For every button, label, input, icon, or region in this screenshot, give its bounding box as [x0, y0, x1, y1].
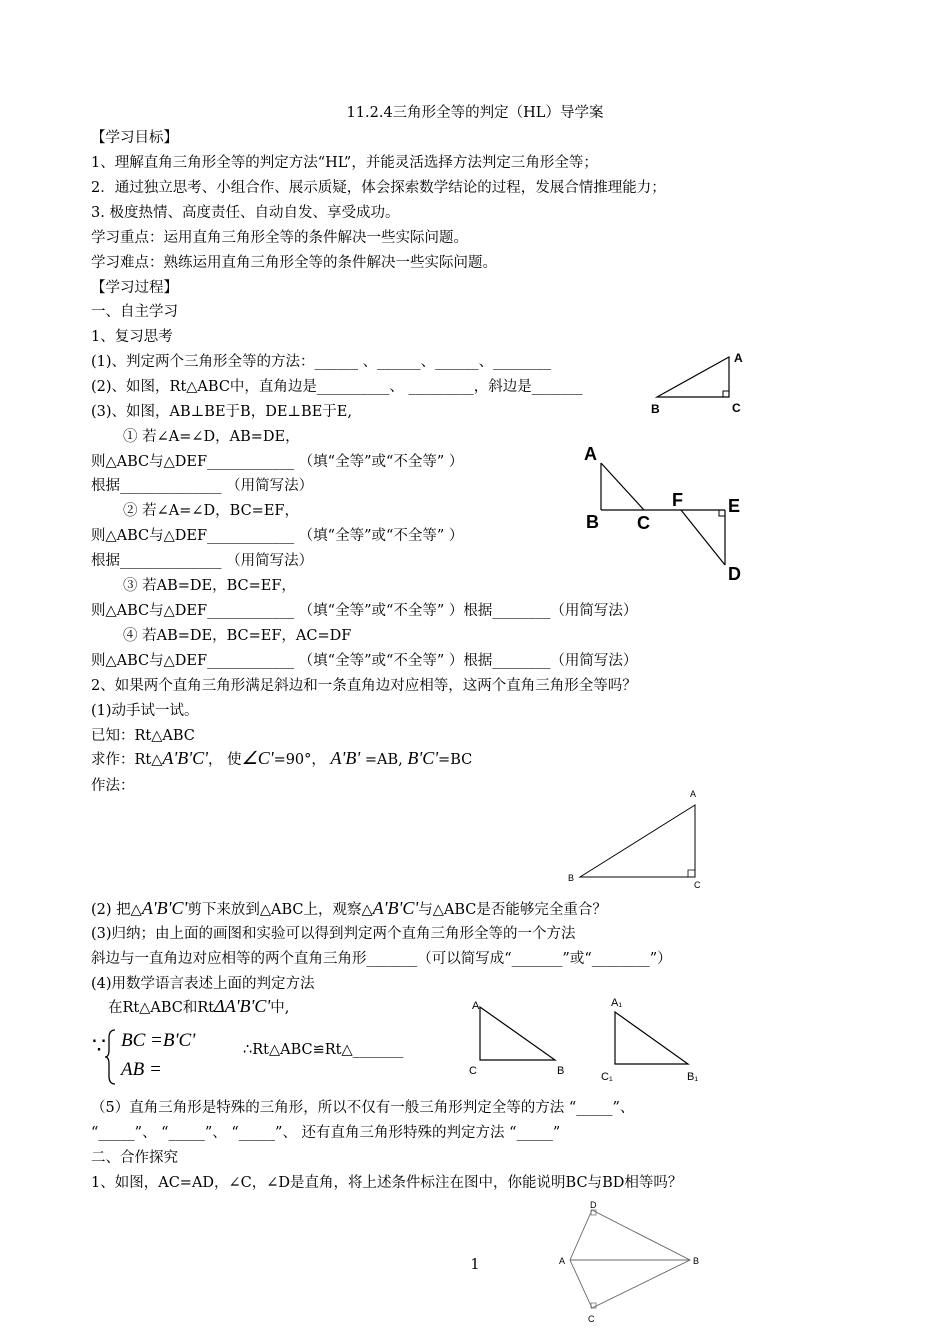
- case-4: ④ 若AB=DE，BC=EF，AC=DF: [123, 628, 352, 644]
- equation-2: AB =: [121, 1059, 162, 1080]
- objective-2: 2．通过独立思考、小组合作、展示质疑，体会探索数学结论的过程，发展合情推理能力；: [91, 180, 666, 196]
- math-language: (4)用数学语言表述上面的判定方法: [91, 976, 315, 992]
- case-3: ③ 若AB=DE，BC=EF，: [123, 578, 296, 594]
- special-2: “_____”、 “_____”、 “_____”、 还有直角三角形特殊的判定方法 “_____”: [91, 1125, 561, 1141]
- prime-triangle-2: A'B'C': [141, 898, 188, 918]
- page-number: 1: [470, 1257, 480, 1273]
- induce: (3)归纳；由上面的画图和实验可以得到判定两个直角三角形全等的一个方法: [91, 926, 576, 942]
- objective-3: 3. 极度热情、高度责任、自动自发、享受成功。: [91, 205, 400, 221]
- figure-quadrilateral: [550, 1200, 710, 1325]
- question-1: (1)、判定两个三角形全等的方法：______ 、______、______、________: [91, 354, 552, 370]
- construct-d: =AB,: [364, 752, 403, 768]
- special-1: （5）直角三角形是特殊的三角形，所以不仅有一般三角形判定全等的方法 “_____”、: [91, 1100, 635, 1116]
- fig1-label-c: C: [732, 401, 741, 415]
- delta-prime: ΔA'B'C': [214, 996, 271, 1016]
- figure-right-triangle: [645, 345, 755, 420]
- fig3-label-a: A: [690, 789, 697, 799]
- fig1-label-a: A: [734, 351, 743, 365]
- fig1-label-b: B: [651, 402, 660, 416]
- case-2: ② 若∠A=∠D，BC=EF，: [123, 503, 299, 519]
- fig2-label-f: F: [672, 490, 683, 510]
- given: 已知：Rt△ABC: [91, 728, 195, 744]
- construct-e: =BC: [438, 752, 473, 768]
- angle-c-prime: ∠C': [241, 748, 274, 768]
- figure-triangle-abc: [465, 995, 575, 1080]
- cut-a: (2) 把△: [91, 902, 142, 918]
- figure-two-triangles: [580, 440, 750, 585]
- case-4-result: 则△ABC与△DEF____________ （填“全等”或“不全等” ）根据________（用简写法）: [91, 653, 638, 669]
- objectives-heading: 【学习目标】: [91, 130, 178, 146]
- fig4-label-a: A: [472, 1000, 480, 1012]
- fig3-label-c: C: [694, 880, 701, 890]
- coop-question-1: 1、如图，AC=AD，∠C，∠D是直角，将上述条件标注在图中，你能说明BC与BD相等吗？: [91, 1175, 683, 1191]
- therefore: ∴Rt△ABC≌Rt△_______: [243, 1042, 404, 1058]
- in-rt-b: 中,: [270, 1000, 290, 1016]
- cut-b: 剪下来放到△ABC上，观察△: [187, 902, 373, 918]
- fig6-label-c: C: [588, 1314, 595, 1324]
- part1-heading: 一、自主学习: [91, 304, 178, 320]
- cut-c: 与△ABC是否能够完全重合？: [418, 902, 607, 918]
- prime-triangle-3: A'B'C': [372, 898, 419, 918]
- fig4-label-b: B: [557, 1065, 565, 1077]
- part2-heading: 二、合作探究: [91, 1150, 178, 1166]
- case-3-result: 则△ABC与△DEF____________ （填“全等”或“不全等” ）根据________（用简写法）: [91, 603, 638, 619]
- review-heading: 1、复习思考: [91, 329, 173, 345]
- fig5-label-b: B₁: [687, 1071, 699, 1083]
- question-4: 2、如果两个直角三角形满足斜边和一条直角边对应相等，这两个直角三角形全等吗？: [91, 678, 637, 694]
- prime-triangle: A'B'C': [162, 748, 208, 768]
- construct-b: ， 使: [207, 752, 242, 768]
- fig6-label-a: A: [559, 1256, 566, 1266]
- case-1: ① 若∠A=∠D，AB=DE，: [123, 429, 300, 445]
- fig2-label-d: D: [728, 564, 741, 584]
- fig3-label-b: B: [568, 873, 575, 883]
- construct-line: [91, 748, 472, 770]
- construct-a: 求作：Rt△: [91, 752, 163, 768]
- since-symbol: ∵: [92, 1033, 106, 1058]
- fig5-label-c: C₁: [601, 1071, 613, 1083]
- process-heading: 【学习过程】: [91, 280, 178, 296]
- fig2-label-e: E: [728, 496, 741, 516]
- case-2-basis: 根据______________ （用简写法）: [91, 553, 314, 569]
- case-1-result: 则△ABC与△DEF____________ （填“全等”或“不全等” ）: [91, 454, 464, 470]
- equation-1: BC =B'C': [121, 1030, 196, 1051]
- fig6-label-d: D: [590, 1200, 597, 1210]
- hl-statement: 斜边与一直角边对应相等的两个直角三角形_______（可以简写成“_______”或“________”）: [91, 951, 672, 967]
- case-1-basis: 根据______________ （用简写法）: [91, 478, 314, 494]
- question-2: (2)、如图，Rt△ABC中，直角边是__________、 _________，斜边是_______: [91, 379, 583, 395]
- fig6-label-b: B: [693, 1256, 700, 1266]
- fig5-label-a: A₁: [611, 997, 623, 1009]
- fig2-label-b: B: [586, 512, 599, 532]
- objective-1: 1、理解直角三角形全等的判定方法“HL”，并能灵活选择方法判定三角形全等；: [91, 155, 598, 171]
- fig2-label-c: C: [637, 513, 650, 533]
- key-point: 学习重点：运用直角三角形全等的条件解决一些实际问题。: [91, 230, 468, 246]
- page-title: 11.2.4三角形全等的判定（HL）导学案: [346, 105, 604, 121]
- figure-triangle-a1b1c1: [598, 990, 718, 1085]
- in-rt-line: [108, 996, 289, 1018]
- construct-c: =90°，: [273, 752, 326, 768]
- fig2-label-a: A: [584, 444, 597, 464]
- ab-prime: A'B': [330, 748, 361, 768]
- fig4-label-c: C: [469, 1065, 477, 1077]
- bc-prime: B'C': [407, 748, 439, 768]
- case-2-result: 则△ABC与△DEF____________ （填“全等”或“不全等” ）: [91, 528, 464, 544]
- question-3: (3)、如图，AB⊥BE于B，DE⊥BE于E,: [91, 404, 352, 420]
- cut-line: [91, 898, 607, 920]
- figure-reference-triangle: [560, 785, 710, 890]
- method: 作法：: [91, 778, 135, 794]
- brace: [103, 1028, 119, 1086]
- try-it: (1)动手试一试。: [91, 703, 199, 719]
- difficulty: 学习难点：熟练运用直角三角形全等的条件解决一些实际问题。: [91, 255, 497, 271]
- in-rt-a: 在Rt△ABC和Rt: [108, 1000, 215, 1016]
